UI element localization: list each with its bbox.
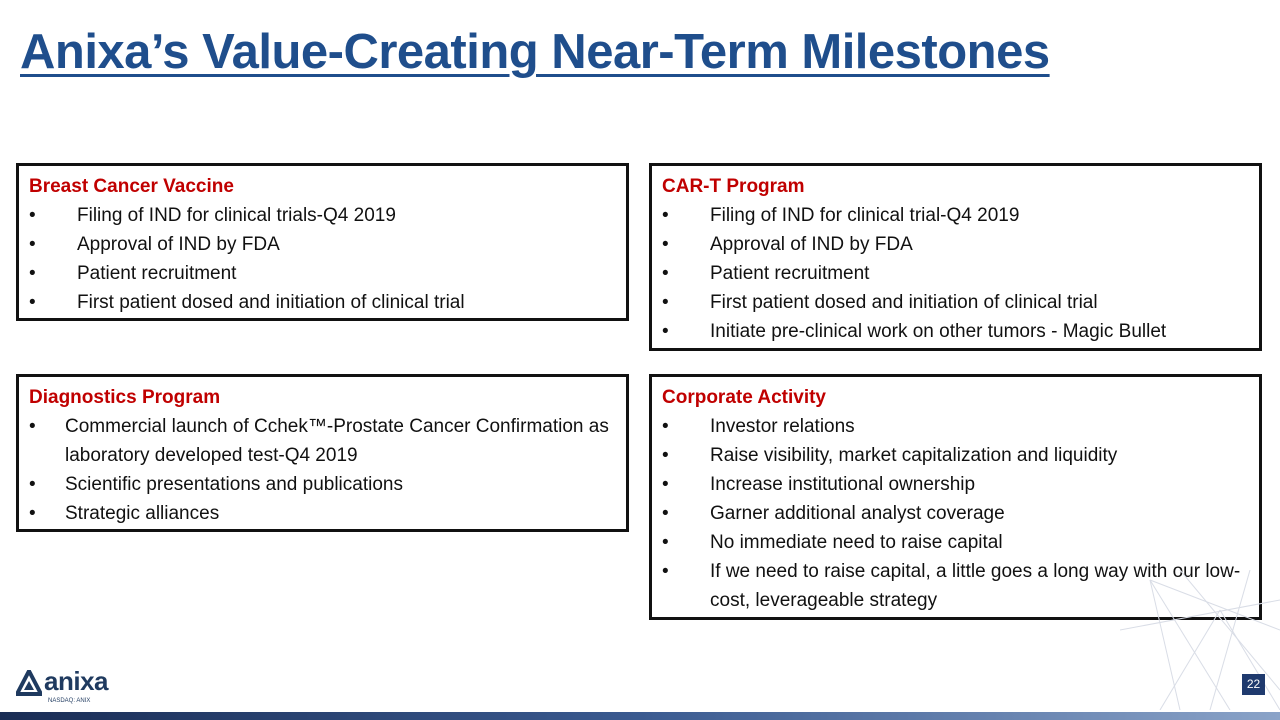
list-item: [662, 230, 1249, 259]
logo-triangle-icon: [16, 670, 42, 696]
item-text: If we need to raise capital, a little goes a long way with our low-cost, leverageable strategy: [710, 561, 1241, 611]
item-text: Patient recruitment: [710, 263, 870, 284]
list-item: [662, 317, 1249, 346]
list-item: [29, 288, 616, 317]
item-text: Filing of IND for clinical trial-Q4 2019: [710, 205, 1020, 226]
box-heading: Diagnostics Program: [29, 387, 221, 408]
list-item: [29, 259, 616, 288]
bullet: •: [29, 234, 36, 255]
list-item: [29, 499, 616, 528]
item-text: Garner additional analyst coverage: [710, 503, 1005, 524]
bullet: •: [29, 474, 36, 495]
footer-bar: [0, 712, 1280, 720]
item-text: Increase institutional ownership: [710, 474, 976, 495]
milestone-list: [29, 412, 616, 528]
logo-wordmark: anixa: [44, 666, 108, 696]
list-item: [662, 528, 1249, 557]
bullet: •: [29, 205, 36, 226]
bullet: •: [662, 503, 669, 524]
list-item: [662, 288, 1249, 317]
bullet: •: [29, 263, 36, 284]
bullet: •: [662, 474, 669, 495]
bullet: •: [662, 292, 669, 313]
bullet: •: [662, 445, 669, 466]
item-text: Approval of IND by FDA: [710, 234, 913, 255]
list-item: [29, 470, 616, 499]
bullet: •: [662, 205, 669, 226]
item-text: Patient recruitment: [77, 263, 237, 284]
list-item: [29, 201, 616, 230]
box-heading: Corporate Activity: [662, 387, 826, 408]
list-item: [662, 259, 1249, 288]
item-text: Approval of IND by FDA: [77, 234, 280, 255]
item-text: Scientific presentations and publications: [65, 474, 403, 495]
item-text: Raise visibility, market capitalization and liquidity: [710, 445, 1118, 466]
logo-ticker: NASDAQ: ANIX: [48, 698, 91, 704]
item-text: Strategic alliances: [65, 503, 220, 524]
car-t-program-box: [649, 163, 1262, 351]
box-heading: CAR-T Program: [662, 176, 805, 197]
bullet: •: [29, 292, 36, 313]
item-text: Initiate pre-clinical work on other tumors - Magic Bullet: [710, 321, 1167, 342]
item-text: First patient dosed and initiation of clinical trial: [77, 292, 465, 313]
bullet: •: [662, 321, 669, 342]
milestone-list: [662, 201, 1249, 346]
diagnostics-program-box: [16, 374, 629, 532]
list-item: [29, 412, 616, 470]
list-item: [662, 470, 1249, 499]
list-item: [662, 412, 1249, 441]
bullet: •: [662, 532, 669, 553]
item-text: First patient dosed and initiation of clinical trial: [710, 292, 1098, 313]
list-item: [662, 499, 1249, 528]
list-item: [29, 230, 616, 259]
list-item: [662, 201, 1249, 230]
slide-title: Anixa’s Value-Creating Near-Term Milestones: [20, 25, 1050, 79]
bullet: •: [662, 416, 669, 437]
item-text: Investor relations: [710, 416, 855, 437]
list-item: [662, 441, 1249, 470]
bullet: •: [29, 503, 36, 524]
bullet: •: [662, 234, 669, 255]
item-text: Commercial launch of Cchek™-Prostate Cancer Confirmation as laboratory developed test-Q4 2019: [65, 416, 609, 466]
box-heading: Breast Cancer Vaccine: [29, 176, 234, 197]
breast-cancer-vaccine-box: [16, 163, 629, 321]
item-text: Filing of IND for clinical trials-Q4 2019: [77, 205, 396, 226]
milestone-list: [29, 201, 616, 317]
page-number-badge: 22: [1242, 674, 1265, 695]
bullet: •: [662, 561, 669, 582]
bullet: •: [662, 263, 669, 284]
bullet: •: [29, 416, 36, 437]
item-text: No immediate need to raise capital: [710, 532, 1003, 553]
